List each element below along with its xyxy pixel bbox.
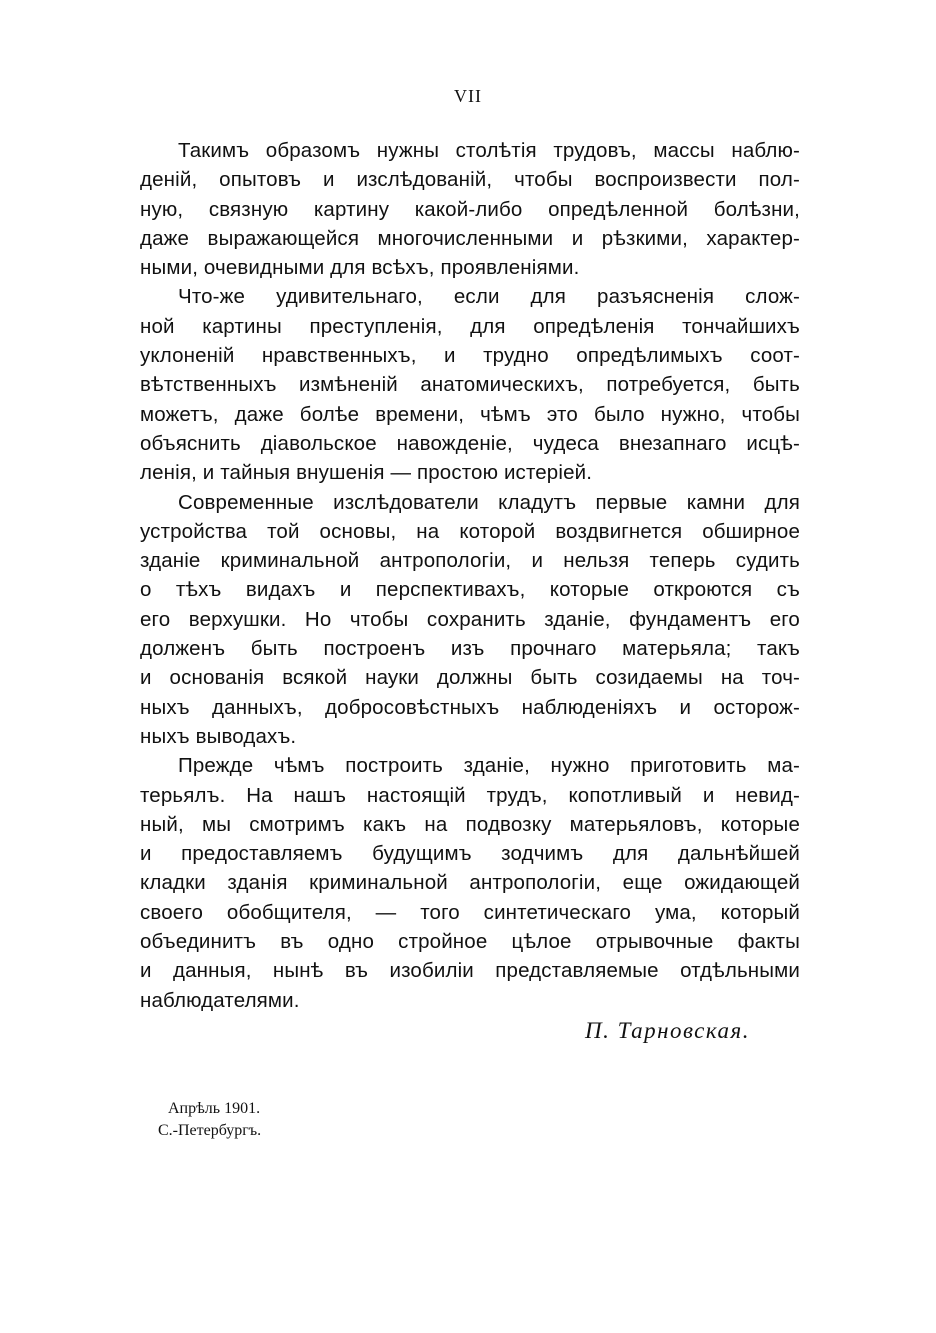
text-line: Прежде чѣмъ построить зданіе, нужно приготовить ма- bbox=[178, 754, 800, 778]
text-line: ный, мы смотримъ какъ на подвозку матерьяловъ, которые bbox=[140, 812, 800, 836]
text-line: и данныя, нынѣ въ изобиліи представляемые отдѣльными bbox=[140, 959, 800, 983]
text-line: объяснить діавольское навожденіе, чудеса внезапнаго исцѣ- bbox=[140, 431, 800, 455]
text-line: наблюдателями. bbox=[140, 988, 300, 1012]
text-line: вѣтственныхъ измѣненій анатомическихъ, потребуется, быть bbox=[140, 373, 800, 397]
text-line: своего обобщителя, — того синтетическаго ума, который bbox=[140, 900, 800, 924]
text-line: терьялъ. На нашъ настоящій трудъ, копотливый и невид- bbox=[140, 783, 800, 807]
text-line: о тѣхъ видахъ и перспективахъ, которые откроются съ bbox=[140, 578, 800, 602]
paragraph-3 bbox=[140, 488, 800, 752]
text-line: кладки зданія криминальной антропологіи, еще ожидающей bbox=[140, 871, 800, 895]
text-line: Что-же удивительнаго, если для разъясненія слож- bbox=[178, 285, 800, 309]
text-line: можетъ, даже болѣе времени, чѣмъ это было нужно, чтобы bbox=[140, 402, 800, 426]
paragraph-4 bbox=[140, 751, 800, 1015]
text-line: даже выражающейся многочисленными и рѣзкими, характер- bbox=[140, 226, 800, 250]
text-line: его верхушки. Но чтобы сохранить зданіе, фундаментъ его bbox=[140, 607, 800, 631]
text-line: ныхъ выводахъ. bbox=[140, 724, 297, 748]
text-line: ленія, и тайныя внушенія — простою истеріей. bbox=[140, 461, 593, 485]
place-text: С.-Петербургъ. bbox=[158, 1122, 262, 1139]
text-line: долженъ быть построенъ изъ прочнаго матерьяла; такъ bbox=[140, 637, 800, 661]
text-line: и основанія всякой науки должны быть созидаемы на точ- bbox=[140, 666, 800, 690]
paragraph-1 bbox=[140, 136, 800, 282]
page-number: VII bbox=[454, 86, 482, 106]
author-signature: П. Тарновская. bbox=[585, 1018, 750, 1043]
date-text: Апрѣль 1901. bbox=[168, 1100, 261, 1117]
text-line: деній, опытовъ и изслѣдованій, чтобы воспроизвести пол- bbox=[140, 168, 800, 192]
text-line: уклоненій нравственныхъ, и трудно опредѣлимыхъ соот- bbox=[140, 344, 800, 368]
text-line: устройства той основы, на которой воздвигнется обширное bbox=[140, 519, 800, 543]
text-line: и предоставляемъ будущимъ зодчимъ для дальнѣйшей bbox=[140, 842, 800, 866]
text-line: Такимъ образомъ нужны столѣтія трудовъ, массы наблю- bbox=[178, 139, 800, 162]
text-line: объединитъ въ одно стройное цѣлое отрывочные факты bbox=[140, 930, 800, 954]
text-line: Современные изслѣдователи кладутъ первые камни для bbox=[178, 490, 800, 514]
text-line: ную, связную картину какой-либо опредѣленной болѣзни, bbox=[140, 197, 800, 221]
text-line: зданіе криминальной антропологіи, и нельзя теперь судить bbox=[140, 549, 800, 573]
preface-text bbox=[140, 136, 800, 1015]
text-line: ныхъ данныхъ, добросовѣстныхъ наблюденіяхъ и осторож- bbox=[140, 695, 800, 719]
paragraph-2 bbox=[140, 282, 800, 487]
text-line: ной картины преступленія, для опредѣленія тончайшихъ bbox=[140, 314, 800, 338]
dateline bbox=[158, 1098, 261, 1142]
text-line: ными, очевидными для всѣхъ, проявленіями. bbox=[140, 256, 580, 280]
